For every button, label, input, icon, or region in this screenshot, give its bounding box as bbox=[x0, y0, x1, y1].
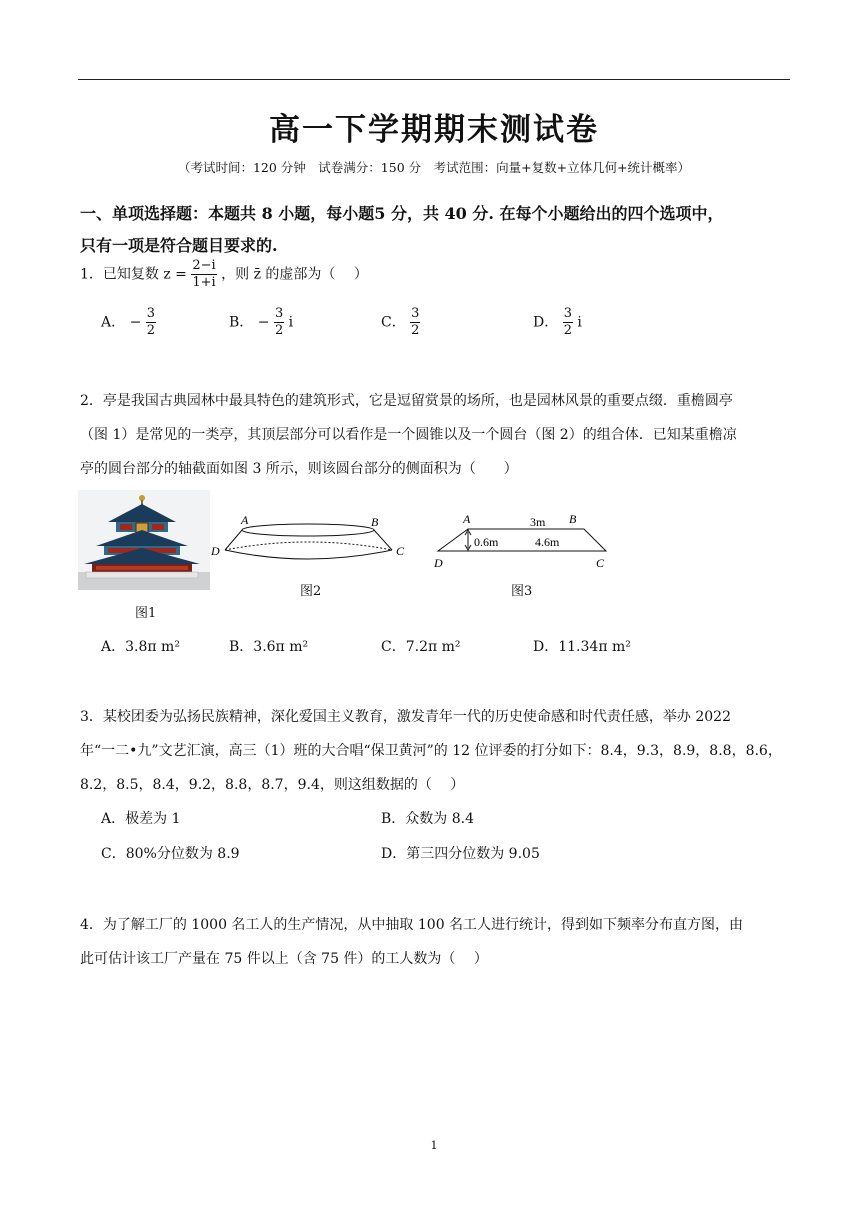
option-den: 2 bbox=[274, 323, 284, 338]
option-den: 2 bbox=[563, 323, 572, 338]
top-rule bbox=[78, 79, 790, 80]
option-num: 3 bbox=[411, 306, 420, 321]
q2-line1: 2．亭是我国古典园林中最具特色的建筑形式，它是逗留赏景的场所，也是园林风景的重要点缀．重檐圆亭 bbox=[80, 393, 733, 409]
q1-lead: 1．已知复数 z = bbox=[80, 266, 187, 283]
q2-option-d[interactable] bbox=[533, 636, 631, 656]
q3-option-b[interactable] bbox=[381, 808, 474, 828]
figure-2-caption: 图2 bbox=[300, 584, 322, 599]
frustum-figure bbox=[205, 510, 415, 574]
frustum-left-edge bbox=[225, 530, 242, 550]
question-1-stem bbox=[80, 258, 368, 291]
option-label: B． bbox=[229, 314, 254, 331]
section-heading-line2: 只有一项是符合题目要求的. bbox=[80, 236, 278, 255]
option-num: 3 bbox=[146, 306, 156, 321]
option-label: A． bbox=[101, 811, 126, 827]
q1-option-d[interactable] bbox=[533, 306, 582, 339]
frustum-bottom-back bbox=[225, 542, 392, 550]
section-heading-line1: 一、单项选择题：本题共 8 小题，每小题5 分，共 40 分. 在每个小题给出的四个选项中， bbox=[80, 204, 724, 223]
trapezoid bbox=[438, 529, 606, 551]
q1-option-c[interactable] bbox=[381, 306, 420, 339]
question-2-stem bbox=[80, 384, 792, 486]
option-suffix: i bbox=[288, 314, 294, 331]
figure-3-caption: 图3 bbox=[511, 584, 533, 599]
page-number: 1 bbox=[430, 1139, 438, 1152]
option-num: 3 bbox=[563, 306, 572, 321]
q1-fraction-den: 1+i bbox=[192, 275, 216, 290]
fig3-label-b: B bbox=[569, 512, 577, 526]
question-3-stem bbox=[80, 700, 792, 802]
option-fraction bbox=[146, 306, 156, 339]
fig2-label-b: B bbox=[371, 515, 379, 529]
option-fraction bbox=[410, 306, 420, 339]
q3-option-c[interactable] bbox=[101, 843, 240, 863]
q3-line2: 年“一二•九”文艺汇演，高三（1）班的大合唱“保卫黄河”的 12 位评委的打分如下：8.4，9.3，8.9，8.8，8.6， bbox=[80, 743, 782, 759]
option-text: 第三四分位数为 9.05 bbox=[406, 846, 540, 862]
option-label: C． bbox=[101, 846, 126, 862]
q2-line3: 亭的圆台部分的轴截面如图 3 所示，则该圆台部分的侧面积为（ ） bbox=[80, 461, 518, 477]
fig2-label-d: D bbox=[211, 544, 220, 558]
option-text: 极差为 1 bbox=[125, 811, 181, 827]
option-label: D． bbox=[533, 314, 559, 331]
option-label: B． bbox=[381, 811, 406, 827]
q1-fraction bbox=[191, 258, 216, 291]
q1-fraction-num: 2−i bbox=[192, 258, 216, 273]
q2-option-b[interactable] bbox=[229, 636, 308, 656]
option-label: C． bbox=[381, 314, 406, 331]
option-text: 3.6π m² bbox=[253, 639, 309, 655]
figure-1-caption: 图1 bbox=[135, 606, 157, 621]
q2-line2: （图 1）是常见的一类亭，其顶层部分可以看作是一个圆锥以及一个圆台（图 2）的组合体．已知某重檐凉 bbox=[80, 427, 737, 443]
q4-line1: 4．为了解工厂的 1000 名工人的生产情况，从中抽取 100 名工人进行统计，得到如下频率分布直方图，由 bbox=[80, 917, 744, 933]
pavilion-figure bbox=[78, 490, 210, 590]
fig3-label-d: D bbox=[434, 556, 443, 570]
frustum-bottom-front bbox=[225, 550, 392, 559]
option-den: 2 bbox=[146, 323, 156, 338]
option-text: 80%分位数为 8.9 bbox=[125, 846, 240, 862]
option-sign: − bbox=[129, 314, 142, 331]
q1-option-b[interactable] bbox=[229, 306, 293, 339]
option-label: C． bbox=[381, 639, 406, 655]
exam-info: （考试时间：120 分钟 试卷满分：150 分 考试范围：向量+复数+立体几何+统计概率） bbox=[177, 160, 691, 175]
q2-option-a[interactable] bbox=[101, 636, 180, 656]
option-suffix: i bbox=[577, 314, 582, 331]
cross-section-figure bbox=[430, 508, 620, 572]
option-fraction bbox=[563, 306, 573, 339]
fig3-top-length: 3m bbox=[530, 515, 546, 529]
fig3-height: 0.6m bbox=[474, 535, 499, 549]
section-heading bbox=[80, 198, 792, 262]
q1-tail: ，则 z̄ 的虚部为（ ） bbox=[221, 266, 368, 283]
q3-option-a[interactable] bbox=[101, 808, 180, 828]
fig3-bottom-length: 4.6m bbox=[535, 535, 560, 549]
option-label: D． bbox=[381, 846, 407, 862]
option-text: 7.2π m² bbox=[405, 639, 461, 655]
q3-line3: 8.2，8.5，8.4，9.2，8.8，8.7，9.4，则这组数据的（ ） bbox=[80, 777, 465, 793]
fig2-label-a: A bbox=[241, 513, 249, 527]
q2-option-c[interactable] bbox=[381, 636, 461, 656]
q3-line1: 3．某校团委为弘扬民族精神，深化爱国主义教育，激发青年一代的历史使命感和时代责任感，举办 2022 bbox=[80, 709, 731, 725]
option-den: 2 bbox=[411, 323, 420, 338]
option-fraction bbox=[274, 306, 284, 339]
option-label: A． bbox=[101, 314, 126, 331]
q1-option-a[interactable] bbox=[101, 306, 156, 339]
option-label: A． bbox=[101, 639, 126, 655]
option-label: D． bbox=[533, 639, 559, 655]
option-sign: − bbox=[257, 314, 270, 331]
option-num: 3 bbox=[274, 306, 284, 321]
page-title: 高一下学期期末测试卷 bbox=[269, 112, 599, 148]
q4-line2: 此可估计该工厂产量在 75 件以上（含 75 件）的工人数为（ ） bbox=[80, 951, 488, 967]
fig3-label-a: A bbox=[463, 512, 471, 526]
frustum-top-ellipse bbox=[242, 524, 374, 536]
fig2-label-c: C bbox=[396, 544, 405, 558]
fig3-label-c: C bbox=[596, 556, 605, 570]
option-text: 众数为 8.4 bbox=[405, 811, 475, 827]
option-label: B． bbox=[229, 639, 254, 655]
option-text: 11.34π m² bbox=[558, 639, 631, 655]
question-4-stem bbox=[80, 908, 792, 976]
q3-option-d[interactable] bbox=[381, 843, 540, 863]
option-text: 3.8π m² bbox=[125, 639, 180, 655]
